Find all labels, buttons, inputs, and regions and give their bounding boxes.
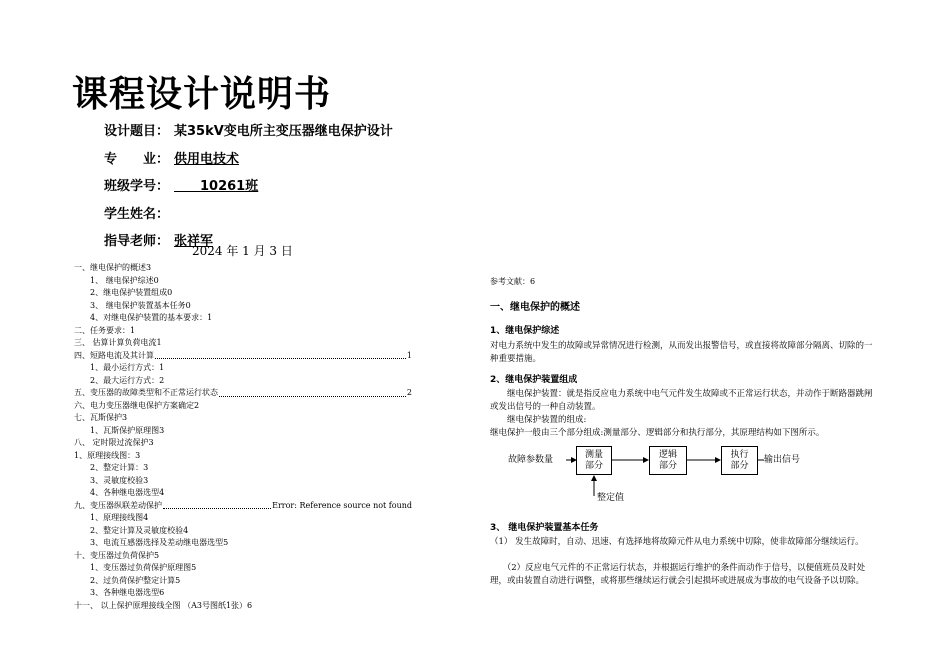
toc-entry[interactable] (74, 412, 412, 425)
toc-page-number: 2 (406, 388, 412, 397)
toc-entry-text: 四、短路电流及其计算 (74, 350, 154, 360)
toc-entry-text: 八、 定时限过流保护3 (74, 438, 154, 447)
toc-entry[interactable] (74, 525, 412, 538)
toc-entry-text: 3、各种继电器选型6 (90, 588, 165, 597)
toc-entry-text: 1、最小运行方式：1 (90, 363, 165, 372)
cover-value: 供用电技术 (174, 151, 240, 167)
toc-entry-text: 4、各种继电器选型4 (90, 488, 165, 497)
toc-entry-text: 六、电力变压器继电保护方案确定2 (74, 400, 200, 410)
toc-entry-text: 3、灵敏度校验3 (90, 475, 149, 485)
toc-entry-text: 十一、 以上保护原理接线全图 （A3号图纸1张）6 (74, 600, 253, 610)
paragraph-4: 继电保护一般由三个部分组成:测量部分、逻辑部分和执行部分，其原理结构如下图所示。 (490, 428, 825, 438)
toc-entry[interactable] (74, 425, 412, 438)
cover-row (104, 171, 393, 199)
toc-entry[interactable] (74, 387, 412, 400)
cover-label: 设计题目： (104, 124, 170, 140)
toc-leader-dots (163, 508, 271, 509)
toc-page-number: Error: Reference source not found (272, 500, 412, 510)
toc-entry[interactable] (74, 437, 412, 450)
toc-entry[interactable] (74, 450, 412, 463)
cover-label: 专 业： (104, 151, 170, 167)
table-of-contents (74, 262, 412, 612)
toc-entry-text: 3、 继电保护装置基本任务0 (90, 300, 191, 310)
toc-leader-dots (155, 358, 406, 359)
toc-entry-text: 4、对继电保护装置的基本要求：1 (90, 313, 213, 322)
toc-entry[interactable] (74, 350, 412, 363)
toc-entry[interactable] (74, 575, 412, 588)
toc-entry-text: 1、变压器过负荷保护原理图5 (90, 563, 197, 572)
toc-entry[interactable] (74, 587, 412, 600)
toc-entry[interactable] (74, 400, 412, 413)
subsection-heading-2: 2、继电保护装置组成 (490, 375, 578, 385)
document-title: 课程设计说明书 (72, 74, 332, 115)
toc-entry[interactable] (74, 275, 412, 288)
toc-entry-text: 2、过负荷保护整定计算5 (90, 575, 181, 585)
toc-entry[interactable] (74, 337, 412, 350)
toc-entry-text: 2、整定计算：3 (90, 463, 149, 472)
toc-entry-text: 二、任务要求：1 (74, 325, 136, 335)
section-heading: 一、继电保护的概述 (490, 302, 580, 313)
toc-entry[interactable] (74, 500, 412, 513)
toc-entry-text: 1、 继电保护综述0 (90, 275, 159, 285)
toc-entry-text: 1、瓦斯保护原理图3 (90, 425, 165, 435)
toc-entry[interactable] (74, 600, 412, 613)
toc-entry[interactable] (74, 475, 412, 488)
toc-entry[interactable] (74, 550, 412, 563)
execution-block: 执行 部分 (721, 446, 758, 475)
diagram-input-label: 故障参数量 (508, 455, 554, 465)
paragraph-2: 继电保护装置：就是指反应电力系统中电气元件发生故障或不正常运行状态，并动作于断路器跳闸或发出信号的一种自动装置。 (490, 389, 873, 412)
toc-entry-text: 2、继电保护装置组成0 (90, 288, 173, 297)
toc-entry-text: 1、原理接线图4 (90, 513, 149, 522)
toc-entry-text: 3、电流互感器选择及差动继电器选型5 (90, 538, 229, 547)
cover-row (104, 116, 393, 144)
protection-block-diagram (508, 446, 838, 506)
toc-entry-text: 2、最大运行方式：2 (90, 375, 165, 385)
toc-leader-dots (219, 396, 406, 397)
cover-label: 班级学号： (104, 179, 170, 195)
toc-entry[interactable] (74, 487, 412, 500)
cover-date: 2024 年 1 月 3 日 (192, 244, 293, 258)
cover-row (104, 144, 393, 172)
toc-entry[interactable] (74, 512, 412, 525)
toc-entry-text: 1、原理接线图：3 (74, 450, 141, 460)
toc-entry-text: 九、变压器纵联差动保护 (74, 500, 162, 510)
toc-entry[interactable] (74, 287, 412, 300)
toc-entry[interactable] (74, 300, 412, 313)
toc-entry-text: 五、变压器的故障类型和不正常运行状态 (74, 388, 218, 397)
paragraph-6: （2）反应电气元件的不正常运行状态，并根据运行维护的条件而动作于信号，以便值班员及时处理，或由装置自动进行调整，或将那些继续运行就会引起损坏或进展成为事故的电气设备予以切除。 (490, 563, 866, 586)
cover-label: 学生姓名： (104, 206, 170, 222)
toc-page-number: 1 (406, 350, 412, 360)
paragraph-3: 继电保护装置的组成: (490, 415, 587, 425)
subsection-heading-3: 3、 继电保护装置基本任务 (490, 523, 599, 533)
toc-entry[interactable] (74, 562, 412, 575)
diagram-output-label: 输出信号 (764, 455, 801, 465)
cover-value: 10261班 (174, 179, 259, 195)
toc-entry-text: 七、瓦斯保护3 (74, 413, 128, 422)
cover-label: 指导老师： (104, 234, 170, 250)
paragraph-5: （1） 发生故障时，自动、迅速、有选择地将故障元件从电力系统中切除，使非故障部分继续运行。 (490, 537, 864, 547)
cover-row (104, 199, 393, 227)
toc-entry[interactable] (74, 462, 412, 475)
toc-entry-text: 一、继电保护的概述3 (74, 263, 152, 272)
toc-entry[interactable] (74, 312, 412, 325)
toc-reference-line: 参考文献：6 (490, 277, 536, 286)
toc-entry[interactable] (74, 537, 412, 550)
cover-value: 某35kV变电所主变压器继电保护设计 (174, 124, 393, 140)
cover-value: 张祥军 (174, 234, 214, 250)
measure-block: 测量 部分 (576, 446, 612, 475)
toc-entry-text: 2、整定计算及灵敏度校验4 (90, 525, 189, 535)
toc-entry[interactable] (74, 362, 412, 375)
toc-entry[interactable] (74, 262, 412, 275)
toc-entry-text: 三、 估算计算负荷电流1 (74, 338, 162, 347)
logic-block: 逻辑 部分 (649, 446, 687, 475)
paragraph-1: 对电力系统中发生的故障或异常情况进行检测，从而发出报警信号，或直接将故障部分隔离、切除的一种重要措施。 (490, 341, 873, 364)
diagram-setting-label: 整定值 (597, 493, 625, 503)
cover-info (104, 116, 393, 254)
subsection-heading-1: 1、继电保护综述 (490, 326, 560, 336)
toc-entry-text: 十、变压器过负荷保护5 (74, 550, 160, 560)
toc-entry[interactable] (74, 375, 412, 388)
toc-entry[interactable] (74, 325, 412, 338)
